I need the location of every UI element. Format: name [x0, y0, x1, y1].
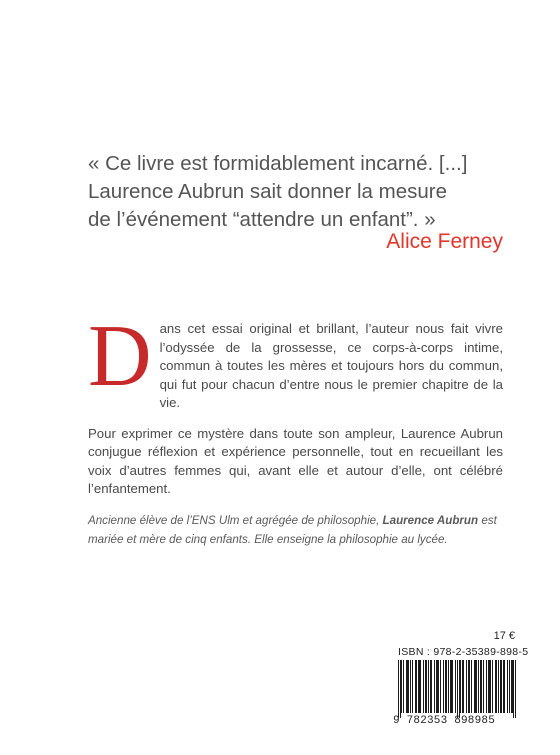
- author-name: Laurence Aubrun: [382, 514, 479, 527]
- barcode-bar: [469, 660, 470, 713]
- barcode-bar: [418, 660, 419, 713]
- barcode-bar: [478, 660, 479, 713]
- barcode-bar: [431, 660, 432, 713]
- barcode-bar: [471, 660, 472, 713]
- barcode-bar: [462, 660, 463, 713]
- barcode-bar: [459, 660, 460, 718]
- barcode-bar: [437, 660, 438, 713]
- bio-text: est mariée et mère de cinq enfants. Elle enseigne la philosophie au lycée.: [88, 514, 497, 546]
- barcode-bar: [423, 660, 424, 713]
- barcode-bar: [420, 660, 421, 713]
- barcode-bar: [489, 660, 490, 713]
- bio-text: Ancienne élève de l’ENS Ulm et agrégée de philosophie,: [88, 514, 383, 527]
- barcode-bar: [438, 660, 439, 713]
- barcode-bar: [463, 660, 464, 713]
- barcode-bar: [448, 660, 449, 713]
- author-bio: [88, 511, 508, 549]
- barcode-bar: [436, 660, 437, 713]
- barcode-bar: [481, 660, 482, 713]
- barcode-bar: [451, 660, 452, 713]
- description-paragraph: [88, 308, 503, 413]
- barcode-bar: [474, 660, 475, 713]
- barcode-bar: [425, 660, 426, 713]
- barcode-bar: [476, 660, 477, 713]
- barcode-bar: [498, 660, 499, 713]
- description-paragraph: Pour exprimer ce mystère dans toute son ampleur, Laurence Aubrun conjugue réflexion et expérience personnelle, tout en recueillant les voix d’autres femmes qui, avant elle et autour d’elle, ont célébré l’enfantement.: [88, 425, 503, 496]
- barcode-bar: [509, 660, 510, 713]
- barcode-bar: [460, 660, 461, 713]
- quote-author: Alice Ferney: [386, 230, 503, 253]
- barcode-bar: [488, 660, 489, 713]
- barcode-bar: [434, 660, 435, 713]
- book-description: [88, 308, 503, 511]
- barcode-bar: [495, 660, 496, 713]
- barcode-bar: [486, 660, 487, 713]
- barcode-bar: [504, 660, 505, 713]
- barcode-bar: [403, 660, 404, 713]
- price: 17 €: [493, 630, 515, 642]
- barcode-bar: [511, 660, 512, 713]
- barcode-bar: [507, 660, 508, 713]
- barcode-bar: [419, 660, 420, 713]
- barcode-bar: [468, 660, 469, 713]
- barcode-bar: [408, 660, 409, 713]
- barcode-bar: [443, 660, 444, 713]
- barcode-image: [398, 660, 516, 718]
- barcode-bar: [496, 660, 497, 713]
- barcode-bar: [501, 660, 502, 713]
- barcode-bar: [483, 660, 484, 713]
- barcode-bar: [492, 660, 493, 713]
- barcode-bar: [401, 660, 402, 713]
- paragraph-text: ans cet essai original et brillant, l’auteur nous fait vivre l’odyssée de la grossesse, ce corps-à-corps intime, commun à toutes les mères et toujours hors du commun, qui fut pour chacun d’entre nous le premier chapitre de la vie.: [159, 321, 503, 410]
- barcode-bar: [503, 660, 504, 713]
- barcode-bar: [490, 660, 491, 713]
- barcode-bar: [500, 660, 501, 713]
- barcode-bar: [426, 660, 427, 713]
- barcode-bar: [416, 660, 417, 713]
- barcode-bar: [415, 660, 416, 713]
- quote-line: Laurence Aubrun sait donner la mesure: [88, 180, 447, 203]
- barcode-bar: [455, 660, 456, 713]
- barcode-bar: [410, 660, 411, 713]
- quote-line: « Ce livre est formidablement incarné. [...]: [88, 152, 468, 175]
- barcode-bar: [446, 660, 447, 713]
- barcode-bar: [412, 660, 413, 713]
- isbn: ISBN : 978-2-35389-898-5: [398, 646, 529, 658]
- barcode-bar: [457, 660, 458, 718]
- barcode-bar: [466, 660, 467, 713]
- drop-cap: D: [88, 308, 152, 405]
- barcode-bar: [400, 660, 401, 718]
- barcode-bar: [480, 660, 481, 713]
- barcode-bar: [445, 660, 446, 713]
- quote-line: de l’événement “attendre un enfant”. »: [88, 208, 436, 231]
- barcode-bar: [398, 660, 399, 718]
- barcode-bar: [452, 660, 453, 713]
- barcode-bar: [475, 660, 476, 713]
- barcode-bar: [406, 660, 407, 713]
- barcode-bar: [430, 660, 431, 713]
- barcode-bar: [407, 660, 408, 713]
- barcode-digits: 9 782353 898985: [393, 715, 496, 727]
- barcode-bar: [428, 660, 429, 713]
- barcode-bar: [440, 660, 441, 713]
- blurb-quote: [88, 150, 508, 234]
- barcode-bar: [513, 660, 514, 718]
- barcode-bar: [450, 660, 451, 713]
- barcode-bar: [512, 660, 513, 713]
- barcode-bar: [515, 660, 516, 718]
